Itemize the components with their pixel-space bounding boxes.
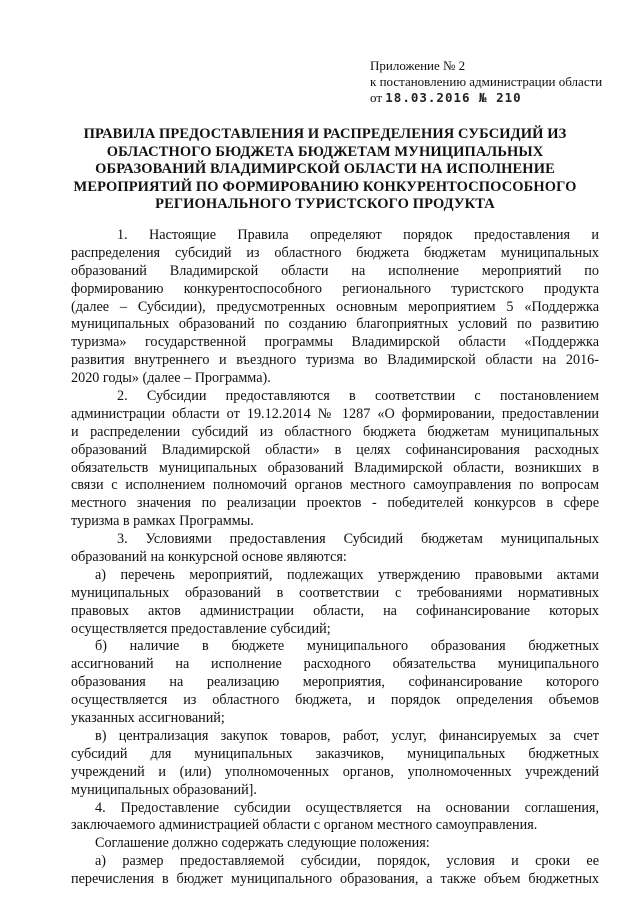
body-text-line: б) наличие в бюджете муниципального образования бюджетных xyxy=(95,638,599,655)
body-text-line: Соглашение должно содержать следующие положения: xyxy=(95,835,430,852)
document-title xyxy=(70,126,580,214)
title-line: РЕГИОНАЛЬНОГО ТУРИСТСКОГО ПРОДУКТА xyxy=(155,196,495,212)
body-text-line: образований Владимирской области» в целях софинансирования расходных xyxy=(71,441,599,458)
body-text-line: учреждений и (или) уполномоченных органов, уполномоченных учреждений xyxy=(71,763,599,780)
body-text-line: 4. Предоставление субсидии осуществляется на основании соглашения, xyxy=(95,799,599,816)
body-text-line: муниципальных образований по созданию благоприятных условий по развитию xyxy=(71,316,599,333)
title-line: ОБЛАСТНОГО БЮДЖЕТА БЮДЖЕТАМ МУНИЦИПАЛЬНЫХ xyxy=(106,143,544,160)
body-text-line: развития внутреннего и въездного туризма во Владимирской области на 2016- xyxy=(71,352,599,369)
annex-date-line xyxy=(370,90,630,106)
body-text-line: распределения субсидий из областного бюджета бюджетам муниципальных xyxy=(71,244,599,261)
body-text-line: образования на реализацию мероприятия, софинансирование которого xyxy=(71,674,599,691)
body-text-line: формированию конкурентоспособного регионального туристского продукта xyxy=(71,280,599,297)
body-text-line: 3. Условиями предоставления Субсидий бюджетам муниципальных xyxy=(117,531,599,548)
body-text-line: туризма» государственной программы Владимирской области «Поддержка xyxy=(71,334,599,351)
body-text-line: в) централизация закупок товаров, работ, услуг, финансируемых за счет xyxy=(95,727,599,744)
annex-date-prefix: от xyxy=(370,90,383,105)
date-number-stamp: 18.03.2016 № 210 xyxy=(385,90,522,105)
annex-header xyxy=(370,58,630,106)
body-text-line: а) размер предоставляемой субсидии, порядок, условия и сроки ее xyxy=(95,853,599,870)
body-text-line: и распределении субсидий из областного бюджета бюджетам муниципальных xyxy=(71,423,599,440)
title-line: ПРАВИЛА ПРЕДОСТАВЛЕНИЯ И РАСПРЕДЕЛЕНИЯ СУБСИДИЙ ИЗ xyxy=(83,126,567,142)
title-line: МЕРОПРИЯТИЙ ПО ФОРМИРОВАНИЮ КОНКУРЕНТОСПОСОБНОГО xyxy=(73,178,577,195)
title-line: ОБРАЗОВАНИЙ ВЛАДИМИРСКОЙ ОБЛАСТИ НА ИСПОЛНЕНИЕ xyxy=(95,161,555,177)
body-text-line: перечисления в бюджет муниципального образования, а также объем бюджетных xyxy=(71,871,599,888)
annex-reference: к постановлению администрации области xyxy=(370,74,603,89)
body-text-line: муниципальных образований в соответствии с требованиями нормативных xyxy=(71,584,599,601)
body-text-line: 1. Настоящие Правила определяют порядок предоставления и xyxy=(117,227,599,243)
body-text-line: правовых актов администрации области, на софинансирование которых xyxy=(71,602,599,619)
body-text-line: местного значения по реализации проектов - победителей конкурсов в сфере xyxy=(71,495,599,512)
body-text-line: связи с исполнением полномочий органов местного самоуправления по вопросам xyxy=(71,477,599,494)
annex-number: Приложение № 2 xyxy=(370,58,466,73)
body-text-line: муниципальных образований]. xyxy=(71,781,257,798)
body-text-line: туризма в рамках Программы. xyxy=(71,513,254,530)
body-text-line: заключаемого администрацией области с органом местного самоуправления. xyxy=(71,817,538,834)
body-text-line: ассигнований на исполнение расходного обязательства муниципального xyxy=(71,656,599,673)
body-text-line: осуществляется предоставление субсидий; xyxy=(71,620,331,637)
body-text-line: администрации области от 19.12.2014 № 1287 «О формировании, предоставлении xyxy=(71,405,599,422)
body-text-line: указанных ассигнований; xyxy=(71,710,225,727)
body-text-line: обязательств муниципальных образований Владимирской области, возникших в xyxy=(71,459,599,476)
body-text-line: 2. Субсидии предоставляются в соответствии с постановлением xyxy=(117,388,599,405)
body-text-line: осуществляется из областного бюджета, и порядок определения объемов xyxy=(71,692,599,709)
body-text-line: 2020 годы» (далее – Программа). xyxy=(71,370,271,387)
document-body xyxy=(71,227,599,889)
body-text-line: субсидий для муниципальных заказчиков, муниципальных бюджетных xyxy=(71,745,599,762)
body-text-line: (далее – Субсидии), предусмотренных основным мероприятием 5 «Поддержка xyxy=(71,298,599,315)
body-text-line: образований Владимирской области на исполнение мероприятий по xyxy=(71,262,599,279)
body-text-line: а) перечень мероприятий, подлежащих утверждению правовыми актами xyxy=(95,566,599,583)
body-text-line: образований на конкурсной основе являются: xyxy=(71,549,347,566)
